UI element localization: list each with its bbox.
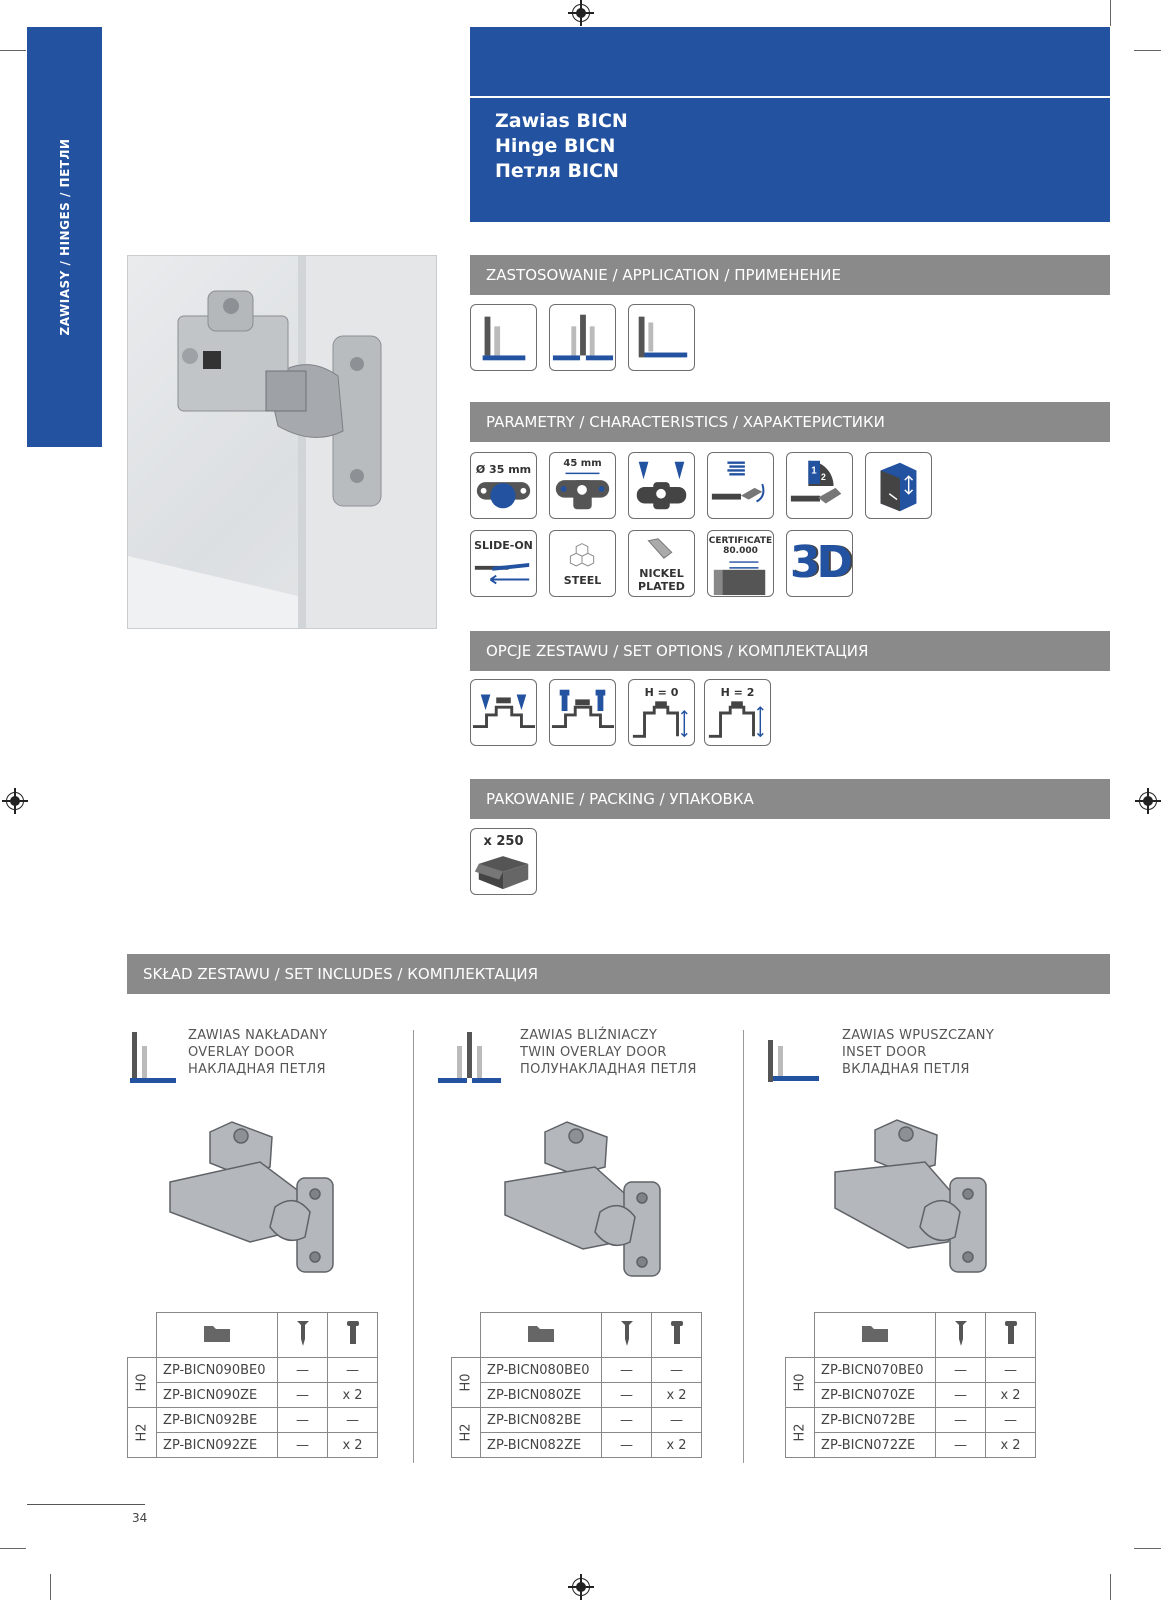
slide-on-label: SLIDE-ON (474, 539, 533, 552)
3d-adjustment-icon (786, 530, 853, 597)
table-row: ZP-BICN090ZE — x 2 (128, 1383, 378, 1408)
plate-h2-label: H = 2 (720, 686, 755, 699)
cycles-text: 80.000 (723, 546, 758, 556)
nickel-text: NICKEL (639, 567, 684, 580)
crop-mark (0, 1548, 26, 1549)
group-label: H0 (134, 1373, 150, 1392)
euro-screw-icon (652, 1313, 702, 1358)
column-heading-twin (520, 1027, 697, 1078)
soft-close-spring-icon (707, 452, 774, 519)
table-row: H2 ZP-BICN082BE — — (452, 1408, 702, 1433)
wood-screw-icon (602, 1313, 652, 1358)
3d-adjust-cube-icon (865, 452, 932, 519)
euro-screw-icon (986, 1313, 1036, 1358)
certificate-text: CERTIFICATE (708, 536, 773, 546)
group-label: H0 (458, 1373, 474, 1392)
certificate-cycles-icon (707, 530, 774, 597)
parts-table-overlay (127, 1312, 378, 1458)
table-row: ZP-BICN082ZE — x 2 (452, 1433, 702, 1458)
group-label: H2 (134, 1423, 150, 1442)
crop-mark (50, 1574, 51, 1600)
product-titles (495, 109, 628, 184)
title-ru: Петля BICN (495, 160, 619, 182)
inset-door-icon (628, 304, 695, 371)
euro-screw-icon (328, 1313, 378, 1358)
crop-mark (1134, 1548, 1161, 1549)
table-row: H0 ZP-BICN080BE0 — — (452, 1358, 702, 1383)
product-photo (127, 255, 437, 629)
column-divider (743, 1030, 744, 1463)
overlay-door-icon (470, 304, 537, 371)
title-en: Hinge BICN (495, 135, 616, 157)
crop-mark (1110, 0, 1111, 26)
title-pl: Zawias BICN (495, 110, 628, 132)
group-label: H0 (792, 1373, 808, 1392)
registration-mark (572, 4, 590, 22)
section-set-includes: SKŁAD ZESTAWU / SET INCLUDES / КОМПЛЕКТАЦИЯ (127, 954, 1110, 994)
heading-pl: ZAWIAS BLIŹNIACZY (520, 1028, 658, 1043)
table-row: ZP-BICN092ZE — x 2 (128, 1433, 378, 1458)
registration-mark (572, 1578, 590, 1596)
two-step-open-icon (786, 452, 853, 519)
column-heading-overlay (188, 1027, 328, 1078)
pack-quantity-label: x 250 (483, 834, 524, 849)
hole-spacing-label: 45 mm (563, 458, 602, 469)
nickel-plated-label (629, 567, 694, 593)
section-characteristics: PARAMETRY / CHARACTERISTICS / ХАРАКТЕРИСТИКИ (470, 402, 1110, 442)
wood-screw-option-icon (470, 679, 537, 746)
wood-screw-icon (278, 1313, 328, 1358)
plate-h0-icon (628, 679, 695, 746)
section-set-options: OPCJE ZESTAWU / SET OPTIONS / КОМПЛЕКТАЦИЯ (470, 631, 1110, 671)
crop-mark (0, 50, 26, 51)
twin-overlay-door-icon (549, 304, 616, 371)
box-icon (470, 828, 537, 895)
footer-rule (27, 1504, 145, 1505)
folder-icon (157, 1313, 278, 1358)
nickel-plated-icon (628, 530, 695, 597)
twin-overlay-door-small-icon (438, 1030, 502, 1086)
title-divider (470, 96, 1110, 98)
slide-on-icon (470, 530, 537, 597)
inset-hinge-drawing (830, 1112, 1005, 1282)
section-packing: PAKOWANIE / PACKING / УПАКОВКА (470, 779, 1110, 819)
column-divider (413, 1030, 414, 1463)
table-row: H0 ZP-BICN070BE0 — — (786, 1358, 1036, 1383)
table-row: H2 ZP-BICN092BE — — (128, 1408, 378, 1433)
twin-hinge-drawing (500, 1112, 675, 1282)
table-row: H0 ZP-BICN090BE0 — — (128, 1358, 378, 1383)
table-row: ZP-BICN072ZE — x 2 (786, 1433, 1036, 1458)
group-label: H2 (458, 1423, 474, 1442)
crop-mark (1134, 50, 1161, 51)
heading-en: INSET DOOR (842, 1045, 927, 1060)
overlay-hinge-drawing (165, 1112, 340, 1282)
heading-en: TWIN OVERLAY DOOR (520, 1045, 667, 1060)
heading-ru: НАКЛАДНАЯ ПЕТЛЯ (188, 1062, 326, 1077)
plate-h0-label: H = 0 (644, 686, 679, 699)
side-category-tab (27, 27, 102, 447)
overlay-door-small-icon (130, 1030, 176, 1086)
table-row: H2 ZP-BICN072BE — — (786, 1408, 1036, 1433)
euro-screw-option-icon (549, 679, 616, 746)
heading-ru: ПОЛУНАКЛАДНАЯ ПЕТЛЯ (520, 1062, 697, 1077)
table-row: ZP-BICN080ZE — x 2 (452, 1383, 702, 1408)
column-heading-inset (842, 1027, 994, 1078)
heading-en: OVERLAY DOOR (188, 1045, 295, 1060)
group-label: H2 (792, 1423, 808, 1442)
inset-door-small-icon (766, 1030, 820, 1086)
folder-icon (815, 1313, 936, 1358)
screw-fixing-icon (628, 452, 695, 519)
cup-diameter-label: Ø 35 mm (475, 463, 532, 476)
crop-mark (1110, 1574, 1111, 1600)
heading-pl: ZAWIAS WPUSZCZANY (842, 1028, 995, 1043)
fraction-two-text: 2 (820, 472, 826, 483)
heading-pl: ZAWIAS NAKŁADANY (188, 1028, 328, 1043)
section-application: ZASTOSOWANIE / APPLICATION / ПРИМЕНЕНИЕ (470, 255, 1110, 295)
fraction-one-text: 1 (811, 465, 817, 477)
side-category-label: ZAWIASY / HINGES / ПЕТЛИ (57, 138, 72, 336)
plated-text: PLATED (638, 580, 685, 593)
hinge-photo-illustration (128, 256, 437, 629)
registration-mark (1139, 792, 1157, 810)
table-row: ZP-BICN070ZE — x 2 (786, 1383, 1036, 1408)
wood-screw-icon (936, 1313, 986, 1358)
cup-diameter-icon (470, 452, 537, 519)
steel-label: STEEL (563, 574, 602, 587)
registration-mark (6, 792, 24, 810)
heading-ru: ВКЛАДНАЯ ПЕТЛЯ (842, 1062, 970, 1077)
3d-label: 3D (789, 537, 850, 588)
hole-spacing-icon (549, 452, 616, 519)
page-number: 34 (132, 1511, 148, 1525)
plate-h2-icon (704, 679, 771, 746)
title-block (470, 27, 1110, 222)
steel-material-icon (549, 530, 616, 597)
folder-icon (481, 1313, 602, 1358)
parts-table-inset (785, 1312, 1036, 1458)
parts-table-twin (451, 1312, 702, 1458)
